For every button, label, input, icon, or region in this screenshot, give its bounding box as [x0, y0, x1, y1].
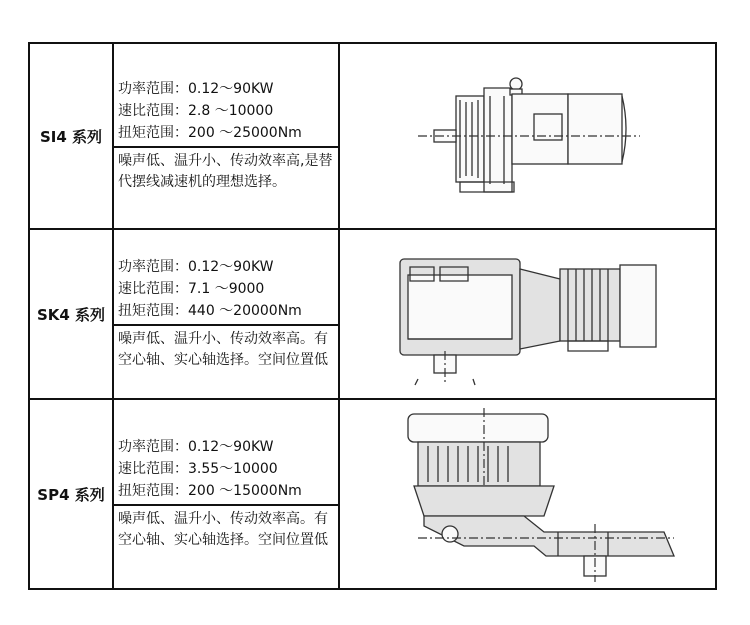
- ratio-range: 速比范围：7.1 ～9000: [118, 281, 265, 297]
- table-row: [29, 399, 716, 589]
- table-row: [29, 43, 716, 229]
- param-list: [114, 254, 338, 326]
- product-image-cell: [339, 399, 716, 589]
- series-name: SP4 系列: [29, 399, 113, 589]
- product-image-cell: [339, 229, 716, 399]
- description: 噪声低、温升小、传动效率高。有空心轴、实心轴选择。空间位置低: [118, 331, 328, 368]
- product-spec-table: [28, 42, 717, 590]
- torque-range: 扭矩范围：440 ～20000Nm: [118, 303, 302, 319]
- power-range: 功率范围：0.12～90KW: [118, 439, 274, 455]
- sk4-gear-motor-drawing: [378, 239, 678, 389]
- power-range: 功率范围：0.12～90KW: [118, 259, 274, 275]
- param-list: [114, 76, 338, 148]
- spec-cell: [113, 229, 339, 399]
- series-name: SI4 系列: [29, 43, 113, 229]
- torque-range: 扭矩范围：200 ～25000Nm: [118, 125, 302, 141]
- ratio-range: 速比范围：3.55～10000: [118, 461, 278, 477]
- table-row: [29, 229, 716, 399]
- torque-range: 扭矩范围：200 ～15000Nm: [118, 483, 302, 499]
- product-image-cell: [339, 43, 716, 229]
- spec-cell: [113, 399, 339, 589]
- power-range: 功率范围：0.12～90KW: [118, 81, 274, 97]
- si4-gear-motor-drawing: [408, 66, 648, 206]
- param-list: [114, 434, 338, 506]
- spec-cell: [113, 43, 339, 229]
- ratio-range: 速比范围：2.8 ～10000: [118, 103, 274, 119]
- series-name: SK4 系列: [29, 229, 113, 399]
- description: 噪声低、温升小、传动效率高,是替代摆线减速机的理想选择。: [118, 153, 333, 190]
- sp4-gear-motor-drawing: [378, 406, 678, 582]
- description: 噪声低、温升小、传动效率高。有空心轴、实心轴选择。空间位置低: [118, 511, 328, 548]
